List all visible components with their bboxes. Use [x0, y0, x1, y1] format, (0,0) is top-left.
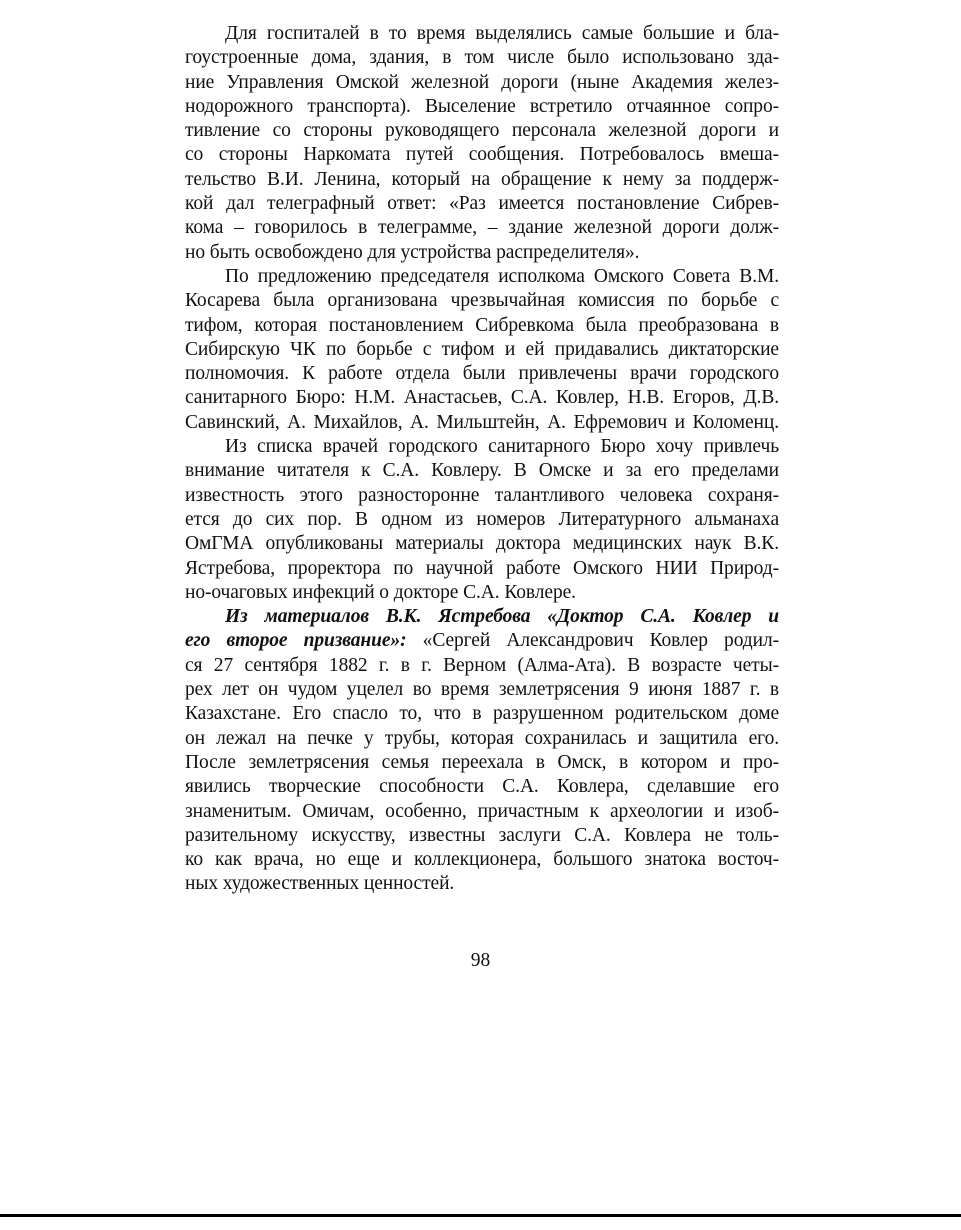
text-line: кой дал телеграфный ответ: «Раз имеется постановление Сибрев- — [185, 193, 779, 215]
text-line — [185, 629, 779, 653]
text-line: Косарева была организована чрезвычайная комиссия по борьбе с — [185, 290, 779, 312]
paragraph-typhus-commission — [185, 265, 779, 435]
text-line: Ястребова, проректора по научной работе Омского НИИ Природ- — [185, 557, 779, 579]
text-line: но-очаговых инфекций о докторе С.А. Ковлере. — [185, 581, 576, 603]
text-line: тивление со стороны руководящего персонала железной дороги и — [185, 120, 779, 142]
text-line: Для госпиталей в то время выделялись самые большие и бла- — [225, 23, 779, 44]
text-line: тельство В.И. Ленина, который на обращение к нему за поддерж- — [185, 168, 779, 190]
text-line: После землетрясения семья переехала в Омск, в котором и про- — [185, 751, 779, 773]
text-line: Из списка врачей городского санитарного Бюро хочу привлечь — [225, 436, 779, 458]
text-line: ко как врача, но еще и коллекционера, большого знатока восточ- — [185, 849, 779, 871]
text-line: разительному искусству, известны заслуги С.А. Ковлера не толь- — [185, 824, 779, 846]
paragraph-yastrebov-quote — [185, 605, 779, 897]
text-line: он лежал на печке у трубы, которая сохранилась и защитила его. — [185, 727, 779, 749]
body-text — [185, 22, 779, 897]
paragraph-kovler-intro — [185, 435, 779, 605]
text-line: гоустроенные дома, здания, в том числе было использовано зда- — [185, 47, 779, 69]
paragraph-hospitals — [185, 22, 779, 265]
text-line: но быть освобождено для устройства распределителя». — [185, 241, 640, 263]
page-number: 98 — [470, 950, 491, 971]
text-line: нодорожного транспорта). Выселение встретило отчаянное сопро- — [185, 95, 779, 117]
text-line: ется до сих пор. В одном из номеров Литературного альманаха — [185, 508, 779, 530]
text-line: Казахстане. Его спасло то, что в разрушенном родительском доме — [185, 703, 779, 725]
scan-edge-line — [0, 1214, 961, 1217]
text-line: знаменитым. Омичам, особенно, причастным к археологии и изоб- — [185, 800, 779, 822]
text-line: ОмГМА опубликованы материалы доктора медицинских наук В.К. — [185, 533, 779, 555]
text-line: ся 27 сентября 1882 г. в г. Верном (Алма-Ата). В возрасте четы- — [185, 654, 779, 676]
text-line: Савинский, А. Михайлов, А. Мильштейн, А. Ефремович и Коломенц. — [185, 411, 779, 433]
text-line: полномочия. К работе отдела были привлечены врачи городского — [185, 363, 779, 385]
text-line: санитарного Бюро: Н.М. Анастасьев, С.А. Ковлер, Н.В. Егоров, Д.В. — [185, 387, 779, 409]
text-line: По предложению председателя исполкома Омского Совета В.М. — [225, 265, 779, 287]
quote-start: «Сергей Александрович Ковлер родил- — [406, 630, 779, 652]
quote-lead-in: Из материалов В.К. Ястребова «Доктор С.А. Ковлер и — [225, 606, 779, 628]
quote-lead-in-end: его второе призвание»: — [185, 630, 407, 652]
text-line: ных художественных ценностей. — [185, 873, 455, 895]
text-line: явились творческие способности С.А. Ковлера, сделавшие его — [185, 776, 779, 798]
text-line: рех лет он чудом уцелел во время землетрясения 9 июня 1887 г. в — [185, 679, 779, 701]
text-line: кома – говорилось в телеграмме, – здание железной дороги долж- — [185, 217, 779, 239]
text-line: со стороны Наркомата путей сообщения. Потребовалось вмеша- — [185, 144, 779, 166]
text-line: ние Управления Омской железной дороги (ныне Академия желез- — [185, 71, 779, 93]
text-line: внимание читателя к С.А. Ковлеру. В Омске и за его пределами — [185, 460, 779, 482]
text-line: Сибирскую ЧК по борьбе с тифом и ей придавались диктаторские — [185, 338, 779, 360]
text-line: тифом, которая постановлением Сибревкома была преобразована в — [185, 314, 779, 336]
text-line: известность этого разносторонне талантливого человека сохраня- — [185, 484, 779, 506]
